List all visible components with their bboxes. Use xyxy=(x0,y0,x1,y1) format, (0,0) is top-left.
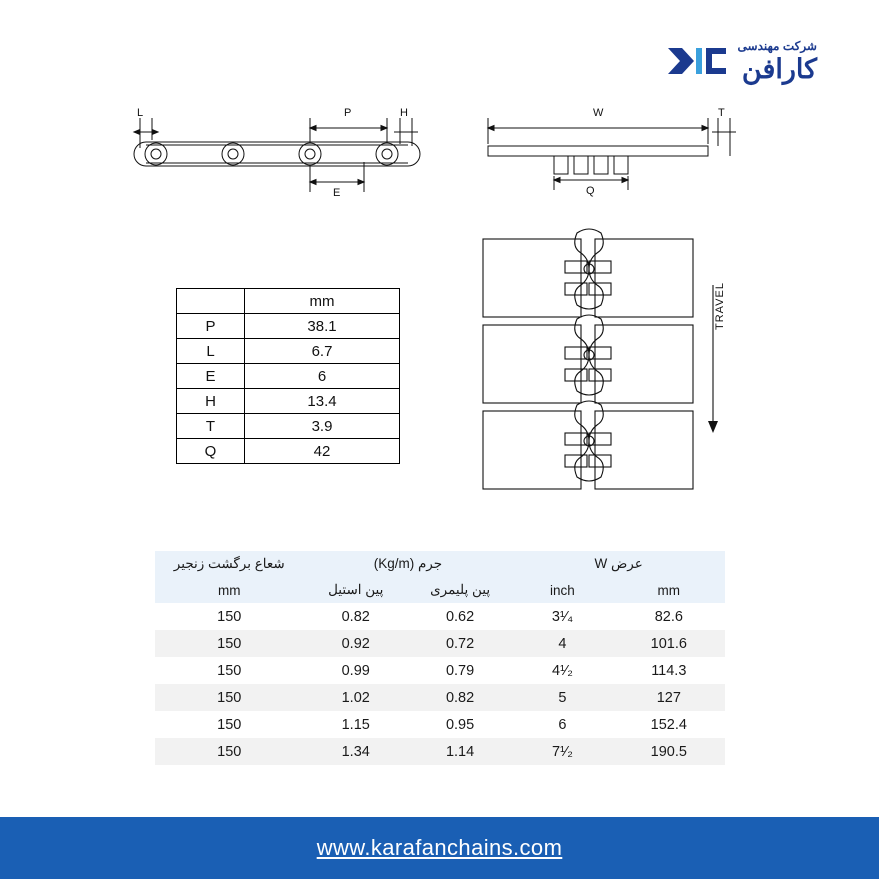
brand-text xyxy=(738,40,817,83)
table-row xyxy=(177,289,400,314)
table-row xyxy=(177,364,400,389)
spec-mass-steel: 1.15 xyxy=(341,716,370,733)
spec-radius: 150 xyxy=(217,662,242,679)
website-link[interactable]: www.karafanchains.com xyxy=(316,835,563,860)
spec-width-inch: 6 xyxy=(558,716,567,733)
table-row xyxy=(155,738,725,765)
spec-width-inch: 3¹⁄₄ xyxy=(551,608,574,625)
table-row xyxy=(155,630,725,657)
dimension-value: 13.4 xyxy=(245,389,400,414)
table-row xyxy=(177,414,400,439)
spec-group-header-radius: شعاع برگشت زنجیر xyxy=(155,551,304,577)
specification-table xyxy=(155,551,725,765)
spec-width-inch: 4 xyxy=(558,635,567,652)
svg-text:W: W xyxy=(593,107,604,119)
spec-width-mm: 114.3 xyxy=(651,662,687,679)
spec-mass-polymer: 0.82 xyxy=(445,689,475,706)
spec-mass-polymer: 0.62 xyxy=(445,608,475,625)
spec-radius: 150 xyxy=(217,689,242,706)
dimension-value: 42 xyxy=(245,439,400,464)
svg-text:P: P xyxy=(344,107,352,119)
brand-subtitle: شرکت مهندسی xyxy=(737,39,817,53)
svg-text:L: L xyxy=(137,107,144,119)
dimension-value: 6 xyxy=(245,364,400,389)
dimension-label: E xyxy=(177,364,245,389)
spec-radius: 150 xyxy=(217,743,242,760)
top-view-drawing xyxy=(465,225,725,515)
spec-mass-polymer: 0.79 xyxy=(445,662,475,679)
dimension-label: H xyxy=(177,389,245,414)
spec-width-mm: 101.6 xyxy=(650,635,687,652)
table-row xyxy=(177,339,400,364)
table-row xyxy=(155,657,725,684)
dimension-label: T xyxy=(177,414,245,439)
brand-logo xyxy=(666,40,817,83)
side-view-drawing xyxy=(128,100,458,205)
spec-mass-steel: 0.92 xyxy=(341,635,370,652)
dimension-unit-header: mm xyxy=(245,289,400,314)
spec-mass-steel: 1.34 xyxy=(341,743,370,760)
dimension-label: P xyxy=(177,314,245,339)
table-row xyxy=(155,684,725,711)
brand-name: کارافن xyxy=(741,53,817,84)
spec-width-mm: 190.5 xyxy=(650,743,687,760)
spec-width-inch: 5 xyxy=(558,689,567,706)
spec-width-mm: 152.4 xyxy=(650,716,687,733)
spec-radius: 150 xyxy=(217,716,242,733)
dimension-value: 38.1 xyxy=(245,314,400,339)
spec-mass-polymer: 1.14 xyxy=(445,743,475,760)
table-row xyxy=(155,577,725,603)
table-row xyxy=(155,551,725,577)
svg-text:E: E xyxy=(333,187,341,199)
dimension-table xyxy=(176,288,400,464)
spec-group-header-mass: جرم (Kg/m) xyxy=(304,551,513,577)
table-row xyxy=(155,711,725,738)
spec-width-mm: 82.6 xyxy=(654,608,683,625)
spec-subheader-mass-steel: پین استیل xyxy=(304,577,408,603)
svg-text:T: T xyxy=(718,107,725,119)
dimension-value: 6.7 xyxy=(245,339,400,364)
svg-text:Q: Q xyxy=(586,185,595,197)
spec-mass-steel: 0.82 xyxy=(341,608,370,625)
spec-mass-steel: 1.02 xyxy=(341,689,370,706)
svg-text:H: H xyxy=(400,107,408,119)
spec-subheader-width-mm: mm xyxy=(613,577,725,603)
spec-subheader-radius-mm: mm xyxy=(155,577,304,603)
dimension-corner-cell xyxy=(177,289,245,314)
spec-mass-polymer: 0.95 xyxy=(445,716,475,733)
spec-radius: 150 xyxy=(217,608,242,625)
dimension-value: 3.9 xyxy=(245,414,400,439)
karafan-logo-icon xyxy=(666,40,728,82)
table-row xyxy=(177,314,400,339)
spec-width-inch: 4¹⁄₂ xyxy=(551,662,573,679)
spec-width-inch: 7¹⁄₂ xyxy=(551,743,573,760)
table-row xyxy=(177,439,400,464)
front-view-drawing xyxy=(470,100,750,205)
dimension-label: Q xyxy=(177,439,245,464)
spec-mass-polymer: 0.72 xyxy=(445,635,475,652)
table-row xyxy=(177,389,400,414)
spec-width-mm: 127 xyxy=(656,689,681,706)
table-row xyxy=(155,603,725,630)
dimension-label: L xyxy=(177,339,245,364)
travel-direction-label: TRAVEL xyxy=(714,282,726,330)
spec-subheader-mass-polymer: پین پلیمری xyxy=(408,577,512,603)
spec-subheader-width-inch: inch xyxy=(512,577,612,603)
spec-radius: 150 xyxy=(217,635,242,652)
footer-bar xyxy=(0,817,879,879)
spec-mass-steel: 0.99 xyxy=(341,662,370,679)
spec-group-header-width: عرض W xyxy=(512,551,725,577)
